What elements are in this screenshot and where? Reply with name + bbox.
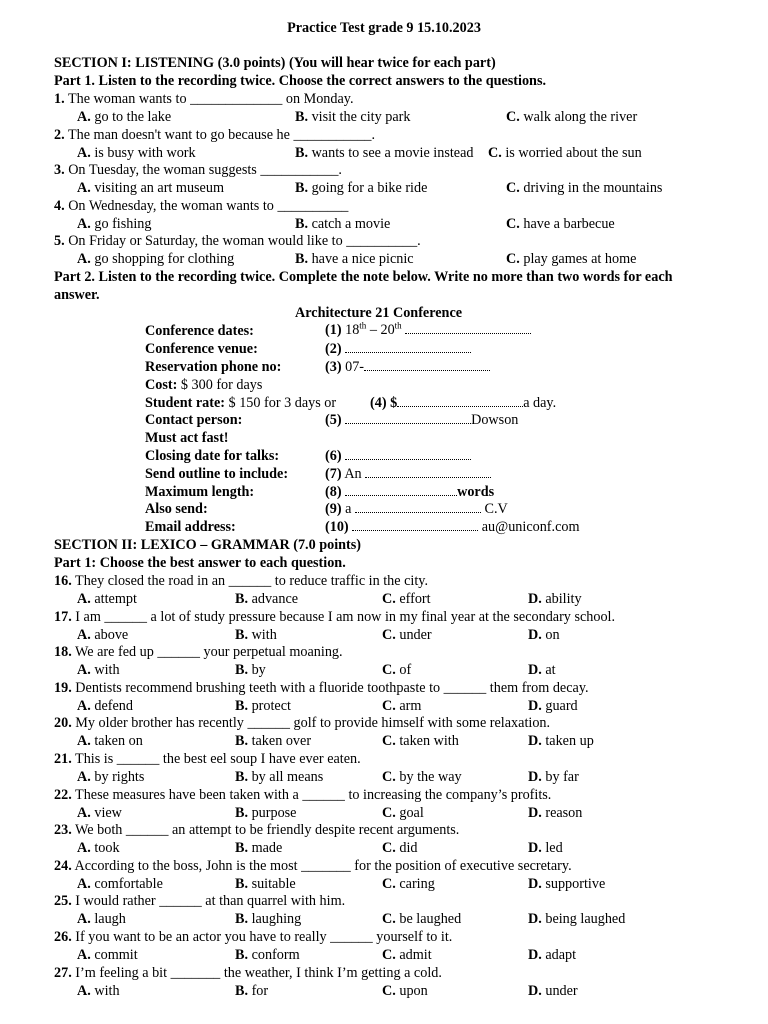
answer-option[interactable]: B. with	[235, 626, 277, 643]
answer-blank[interactable]	[355, 501, 481, 513]
answer-option[interactable]: A. by rights	[77, 769, 145, 785]
answer-option[interactable]: C. caring	[382, 875, 435, 892]
answer-option[interactable]: C. play games at home	[506, 251, 637, 268]
answer-option[interactable]: B. taken over	[235, 733, 312, 750]
question-stem: 26. If you want to be an actor you have to really ______ yourself to it.	[54, 929, 453, 945]
question-stem: 24. According to the boss, John is the most _______ for the position of executive secretary.	[54, 857, 572, 874]
answer-option[interactable]: D. on	[528, 626, 560, 643]
form-value: (6)	[325, 448, 471, 465]
question-stem: 2. The man doesn't want to go because he ___________.	[54, 126, 376, 143]
answer-option[interactable]: B. wants to see a movie instead	[295, 144, 474, 161]
form-label: Also send:	[145, 501, 208, 517]
form-label: Send outline to include:	[145, 466, 289, 482]
part1-heading: Part 1. Listen to the recording twice. Choose the correct answers to the questions.	[54, 73, 547, 89]
answer-option[interactable]: B. advance	[235, 591, 299, 607]
answer-option[interactable]: A. with	[77, 982, 120, 999]
answer-option[interactable]: C. by the way	[382, 769, 462, 785]
form-value: (5) Dowson	[325, 412, 519, 428]
form-value: (3) 07-	[325, 359, 490, 376]
form-title: Architecture 21 Conference	[295, 305, 463, 321]
answer-blank[interactable]	[345, 448, 471, 460]
part2-heading-cont: answer.	[54, 287, 100, 303]
answer-option[interactable]: B. visit the city park	[295, 109, 411, 125]
section2-heading: SECTION II: LEXICO – GRAMMAR (7.0 points)	[54, 537, 362, 553]
answer-option[interactable]: A. taken on	[77, 733, 143, 750]
form-value: (4) $ a day.	[370, 395, 557, 411]
answer-option[interactable]: A. defend	[77, 697, 133, 714]
answer-option[interactable]: A. attempt	[77, 591, 137, 607]
answer-option[interactable]: C. admit	[382, 947, 432, 963]
answer-option[interactable]: D. supportive	[528, 875, 606, 892]
answer-option[interactable]: C. taken with	[382, 733, 459, 750]
answer-option[interactable]: D. guard	[528, 697, 578, 714]
answer-option[interactable]: C. walk along the river	[506, 109, 638, 125]
answer-option[interactable]: C. under	[382, 626, 432, 643]
form-value: (7) An	[325, 466, 491, 483]
answer-option[interactable]: A. comfortable	[77, 875, 163, 892]
answer-option[interactable]: A. go to the lake	[77, 109, 172, 125]
form-value: (2)	[325, 341, 471, 358]
answer-option[interactable]: C. upon	[382, 982, 428, 999]
answer-blank[interactable]	[345, 484, 457, 496]
answer-option[interactable]: B. by all means	[235, 769, 324, 785]
answer-option[interactable]: C. did	[382, 840, 418, 857]
answer-option[interactable]: B. have a nice picnic	[295, 251, 414, 268]
answer-option[interactable]: D. by far	[528, 769, 579, 785]
question-stem: 25. I would rather ______ at than quarrel with him.	[54, 893, 346, 910]
answer-blank[interactable]	[345, 412, 471, 424]
question-stem: 18. We are fed up ______ your perpetual moaning.	[54, 644, 343, 661]
part2-heading: Part 2. Listen to the recording twice. Complete the note below. Write no more than two words for each	[54, 269, 673, 285]
answer-option[interactable]: B. laughing	[235, 911, 302, 928]
form-value: (1) 18th – 20th	[325, 322, 531, 339]
answer-option[interactable]: D. led	[528, 840, 563, 857]
page-title: Practice Test grade 9 15.10.2023	[287, 20, 481, 36]
question-stem: 1. The woman wants to _____________ on Monday.	[54, 91, 354, 107]
form-label: Closing date for talks:	[145, 448, 280, 464]
answer-option[interactable]: D. taken up	[528, 733, 594, 750]
answer-blank[interactable]	[405, 322, 531, 334]
question-stem: 19. Dentists recommend brushing teeth with a fluoride toothpaste to ______ them from decay.	[54, 679, 589, 696]
answer-option[interactable]: A. view	[77, 804, 122, 821]
answer-option[interactable]: A. with	[77, 662, 120, 679]
answer-option[interactable]: C. is worried about the sun	[488, 144, 642, 161]
answer-option[interactable]: B. made	[235, 840, 283, 857]
answer-option[interactable]: C. have a barbecue	[506, 215, 615, 232]
answer-blank[interactable]	[345, 341, 471, 353]
form-label: Conference dates:	[145, 323, 254, 339]
form-label: Maximum length:	[145, 484, 255, 500]
question-stem: 16. They closed the road in an ______ to reduce traffic in the city.	[54, 573, 429, 589]
form-label: Contact person:	[145, 412, 243, 428]
answer-option[interactable]: C. of	[382, 662, 412, 679]
act-fast-note: Must act fast!	[145, 430, 229, 446]
answer-option[interactable]: C. goal	[382, 804, 424, 821]
answer-blank[interactable]	[365, 466, 491, 478]
answer-option[interactable]: B. conform	[235, 947, 300, 963]
form-label: Email address:	[145, 519, 236, 535]
answer-blank[interactable]	[364, 359, 490, 371]
answer-option[interactable]: B. by	[235, 662, 266, 679]
answer-option[interactable]: C. arm	[382, 697, 422, 714]
form-row: Cost: $ 300 for days	[145, 377, 263, 393]
answer-option[interactable]: D. at	[528, 662, 556, 679]
answer-option[interactable]: A. laugh	[77, 911, 126, 928]
form-label: Reservation phone no:	[145, 359, 282, 375]
answer-option[interactable]: C. be laughed	[382, 911, 462, 928]
answer-option[interactable]: D. reason	[528, 804, 583, 821]
answer-option[interactable]: B. suitable	[235, 875, 296, 892]
form-value: (8) words	[325, 484, 495, 500]
answer-option[interactable]: A. go shopping for clothing	[77, 251, 235, 268]
question-stem: 27. I’m feeling a bit _______ the weather, I think I’m getting a cold.	[54, 964, 442, 981]
question-stem: 17. I am ______ a lot of study pressure because I am now in my final year at the secondary school.	[54, 608, 616, 625]
answer-option[interactable]: B. going for a bike ride	[295, 180, 428, 197]
question-stem: 4. On Wednesday, the woman wants to __________	[54, 197, 349, 214]
form-label: Conference venue:	[145, 341, 258, 357]
answer-option[interactable]: C. effort	[382, 591, 431, 607]
question-stem: 20. My older brother has recently ______ golf to provide himself with some relaxation.	[54, 715, 551, 732]
form-value: (10) au@uniconf.com	[325, 519, 580, 535]
form-row: Student rate: $ 150 for 3 days or	[145, 395, 337, 411]
answer-option[interactable]: D. under	[528, 982, 578, 999]
answer-option[interactable]: B. protect	[235, 697, 291, 714]
section1-heading: SECTION I: LISTENING (3.0 points) (You will hear twice for each part)	[54, 55, 496, 71]
answer-option[interactable]: D. ability	[528, 591, 582, 607]
answer-option[interactable]: A. commit	[77, 947, 138, 963]
question-stem: 22. These measures have been taken with a ______ to increasing the company’s profits.	[54, 786, 552, 803]
answer-option[interactable]: B. for	[235, 982, 269, 999]
answer-option[interactable]: B. purpose	[235, 804, 297, 821]
answer-option[interactable]: A. go fishing	[77, 215, 152, 232]
answer-option[interactable]: D. adapt	[528, 947, 577, 963]
form-value: (9) a C.V	[325, 501, 508, 517]
answer-option[interactable]: C. driving in the mountains	[506, 180, 663, 197]
section2-part1-heading: Part 1: Choose the best answer to each question.	[54, 555, 346, 571]
answer-option[interactable]: A. is busy with work	[77, 144, 196, 161]
question-stem: 3. On Tuesday, the woman suggests ___________.	[54, 162, 342, 179]
answer-blank[interactable]	[397, 395, 523, 407]
answer-option[interactable]: D. being laughed	[528, 911, 626, 928]
answer-option[interactable]: A. took	[77, 840, 120, 857]
answer-option[interactable]: B. catch a movie	[295, 215, 391, 232]
answer-option[interactable]: A. above	[77, 626, 129, 643]
question-stem: 21. This is ______ the best eel soup I have ever eaten.	[54, 751, 361, 767]
answer-blank[interactable]	[352, 519, 478, 531]
answer-option[interactable]: A. visiting an art museum	[77, 180, 224, 197]
question-stem: 23. We both ______ an attempt to be friendly despite recent arguments.	[54, 822, 460, 839]
question-stem: 5. On Friday or Saturday, the woman would like to __________.	[54, 233, 421, 250]
